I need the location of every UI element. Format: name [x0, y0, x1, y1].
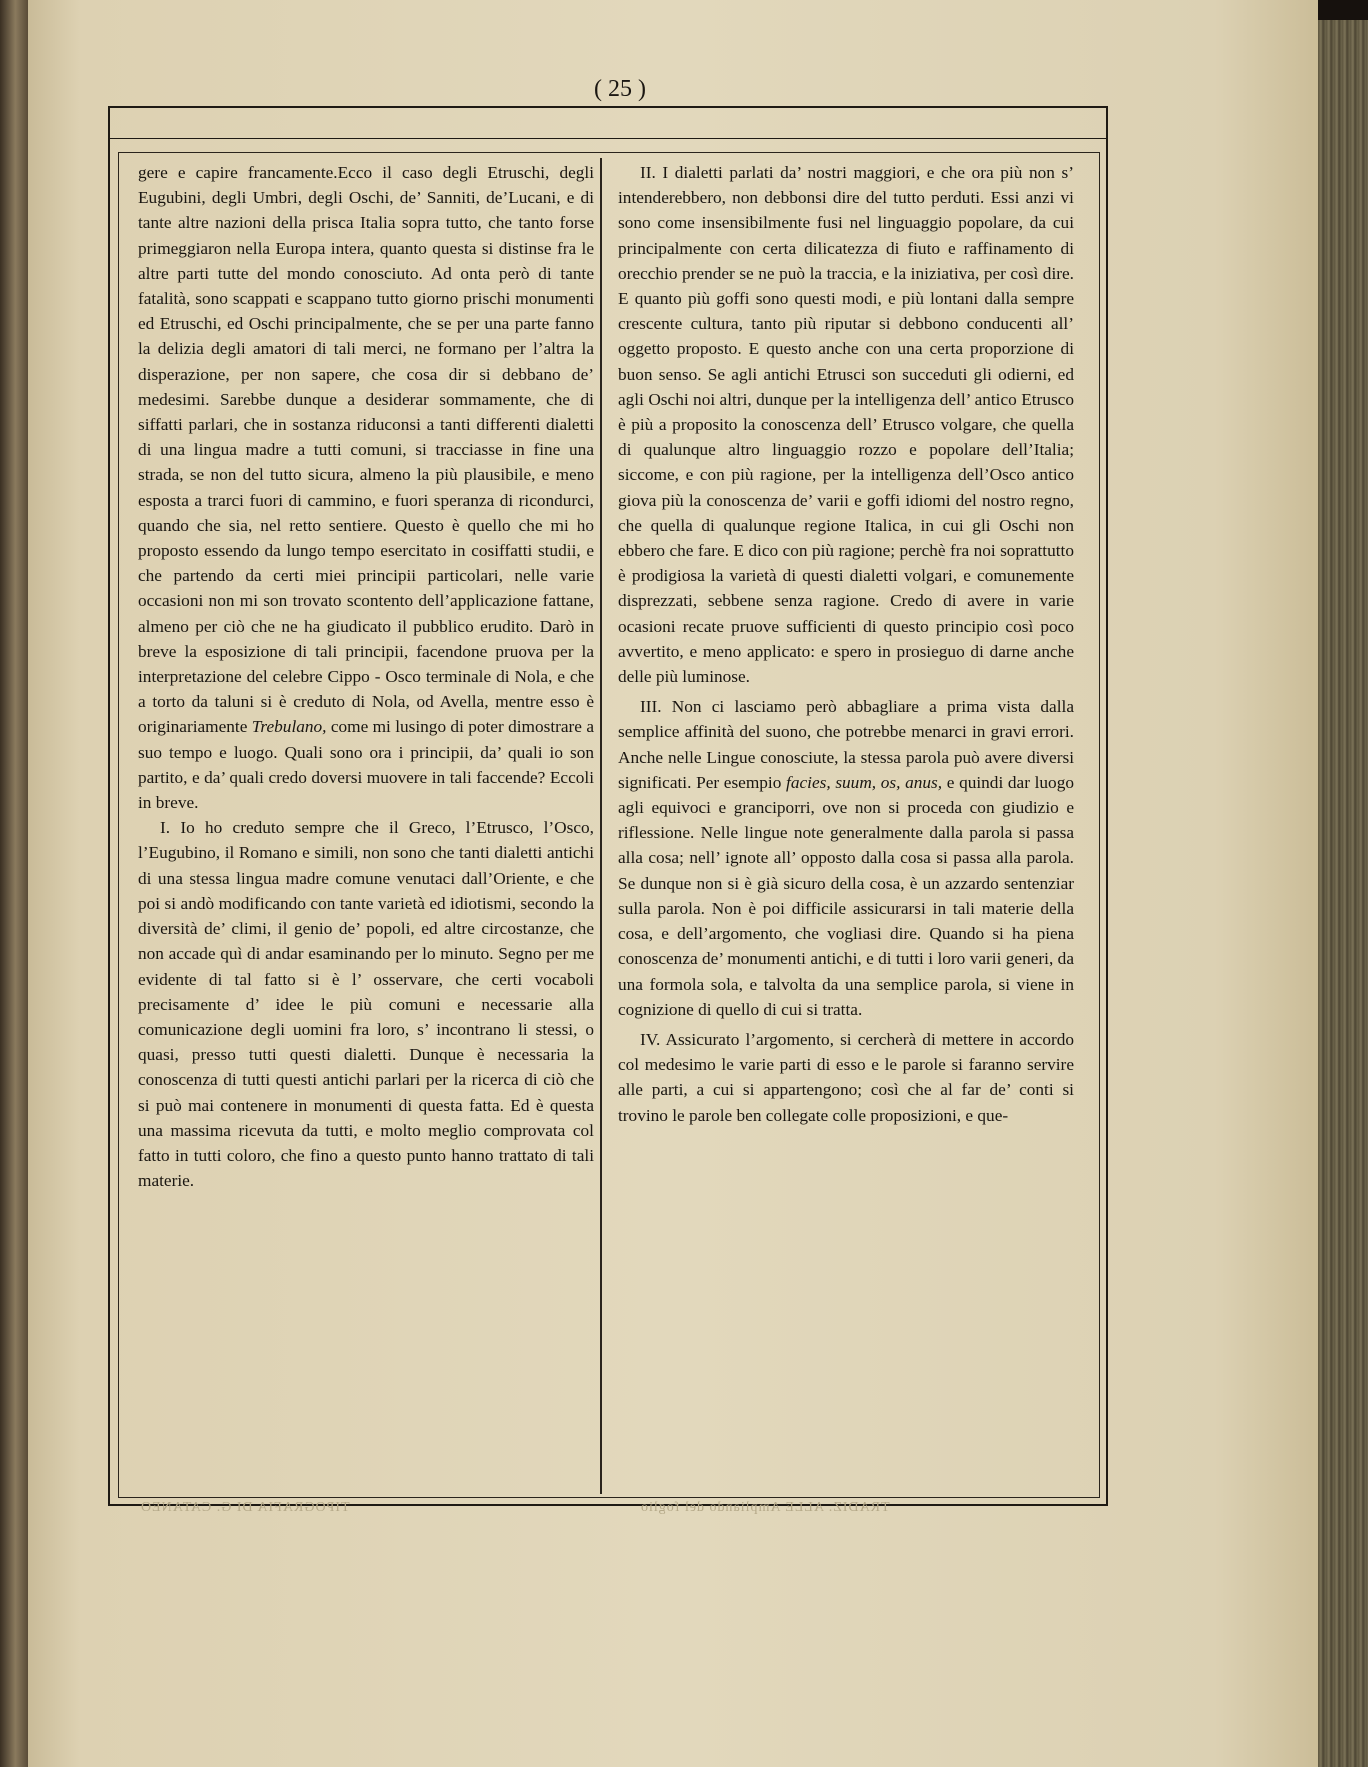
right-paragraph-1: II. I dialetti parlati da’ nostri maggiori, e che ora più non s’ intenderebbero, non debbonsi dire del tutto perduti. Essi anzi vi sono come insensibilmente fusi nel linguaggio popolare, da cui principalmente con certa dilicatezza di fiuto e raffinamento di orecchio prender se ne può la traccia, e la iniziativa, per così dire. E quanto più goffi sono questi modi, e più lontani dalla sempre crescente cultura, tanto più riputar si debbono conducenti all’ oggetto proposto. E questo anche con una certa proporzione di buon senso. Se agli antichi Etrusci son succeduti gli odierni, ed agli Oschi noi altri, dunque per la intelligenza dell’ antico Etrusco è più a proposito la conoscenza dell’ Etrusco volgare, che quella di qualunque altro linguaggio rozzo e popolare dell’Italia; siccome, e con più ragione, per la intelligenza dell’Osco antico giova più la conoscenza de’ varii e goffi idiomi del nostro regno, che quella di qualunque regione Italica, in cui gli Oschi non ebbero che fare. E dico con più ragione; perchè fra noi soprattutto è prodigiosa la varietà di questi dialetti volgari, e comunemente disprezzati, sebbene senza ragione. Credo di avere in varie ocasioni recate pruove sufficienti di questo principio così poco avvertito, e meno applicato: e spero in prosieguo di darne anche delle più luminose.: [618, 163, 1074, 687]
frame-rule-left: [108, 106, 110, 1506]
right-column: [618, 160, 1074, 1128]
column-divider: [600, 158, 602, 1494]
italic-term-trebulano: Trebulano,: [251, 717, 327, 737]
bleed-through-left: TIPOGRAFIA DI G. CATANEO: [140, 1500, 350, 1515]
page-number: ( 25 ): [594, 76, 646, 102]
left-paragraph-1: gere e capire francamente.Ecco il caso degli Etruschi, degli Eugubini, degli Umbri, degli Oschi, de’ Sanniti, de’Lucani, e di tante altre nazioni della prisca Italia sopra tutto, che tanto forse primeggiaron nella Europa intera, quanto questa si distinse fra le altre parti tutte del mondo conosciuto. Ad onta però di tante fatalità, sono scappati e scappano tutto giorno prischi monumenti ed Etruschi, ed Oschi principalmente, che se per una parte fanno la delizia degli amatori di tali merci, ne formano per l’altra la disperazione, per non sapere, che cosa dir si debbano de’ medesimi. Sarebbe dunque a desiderar sommamente, che di siffatti parlari, che in sostanza riduconsi a tanti differenti dialetti di una lingua madre a tutti comuni, si tracciasse in fine una strada, se non del tutto sicura, almeno la più plausibile, e meno esposta a trarci fuori di cammino, e fuori speranza di ricondurci, quando che sia, nel retto sentiere. Questo è quello che mi ho proposto essendo da lungo tempo esercitato in cosiffatti studii, e che partendo da certi miei principii particolari, nelle varie occasioni non mi son trovato scontento dell’applicazione fattane, almeno per ciò che ne ha giudicato il pubblico erudito. Darò in breve la esposizione di tali principii, facendone pruova per la interpretazione del celebre Cippo - Osco terminale di Nola, e che a torto da taluni si è creduto di Nola, od Avella, mentre esso è originariamente Trebulano, come mi lusingo di poter dimostrare a suo tempo e luogo. Quali sono ora i principii, da’ quali io son partito, e da’ quali credo doversi muovere in tali faccende? Eccoli in breve.: [138, 163, 594, 813]
italic-examples: facies, suum, os, anus,: [786, 772, 943, 792]
book-page-edges: [1318, 20, 1368, 1767]
right-paragraph-2: III. Non ci lasciamo però abbagliare a prima vista dalla semplice affinità del suono, che potrebbe menarci in gravi errori. Anche nelle Lingue conosciute, la stessa parola può avere diversi significati. Per esempio facies, suum, os, anus, e quindi dar luogo agli equivoci e granciporri, ove non si proceda con giudizio e riflessione. Nelle lingue note generalmente dalla parola si passa alla cosa; nell’ ignote all’ opposto dalla cosa si passa alla parola. Se dunque non si è già sicuro della cosa, è un azzardo sentenziar sulla parola. Non è poi difficile assicurarsi in tali materie della cosa, e dell’argomento, che vogliasi dire. Quando si ha piena conoscenza de’ monumenti antichi, e di tutti i loro varii generi, da una formola sola, e talvolta da una semplice parola, si viene in cognizione di quello di cui si tratta.: [618, 697, 1074, 1019]
left-column: [138, 160, 594, 1193]
bleed-through-right: TRADIZ. ALLE Ampliando del foglio: [640, 1500, 890, 1515]
facing-page-edge: [0, 0, 28, 1767]
right-paragraph-3: IV. Assicurato l’argomento, si cercherà di mettere in accordo col medesimo le varie parti di esso e le parole si faranno servire alle parti, a cui si appartengono; così che al far de’ conti si trovino le parole ben collegate colle proposizioni, e que-: [618, 1029, 1074, 1125]
frame-rule-top: [108, 106, 1108, 108]
frame-rule-top-thin: [108, 138, 1108, 139]
left-paragraph-2: I. Io ho creduto sempre che il Greco, l’Etrusco, l’Osco, l’Eugubino, il Romano e simili, non sono che tanti dialetti antichi di una stessa lingua madre comune venutaci dall’Oriente, e che poi si andò modificando con tante varietà ed idiotismi, secondo la diversità de’ climi, il genio de’ popoli, ed altre circostanze, che non accade quì di andar esaminando per lo minuto. Segno per me evidente di tal fatto si è l’ osservare, che certi vocaboli precisamente d’ idee le più comuni e necessarie alla comunicazione degli uomini fra loro, s’ incontrano li stessi, o quasi, presso tutti questi dialetti. Dunque è necessaria la conoscenza di tutti questi antichi parlari per la ricerca di ciò che si può mai contenere in monumenti di questa fatta. Ed è questa una massima ricevuta da tutti, e molto meglio comprovata col fatto in tutti coloro, che fino a questo punto hanno trattato di tali materie.: [138, 818, 594, 1191]
frame-rule-right: [1106, 106, 1108, 1506]
